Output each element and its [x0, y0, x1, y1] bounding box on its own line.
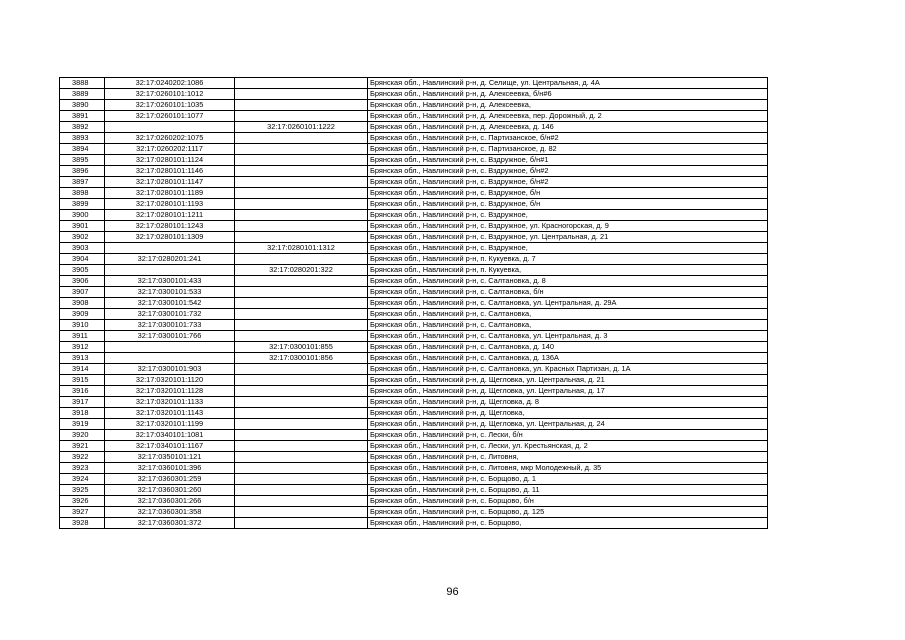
- table-row: [60, 463, 768, 474]
- row-number-cell: 3893: [60, 133, 105, 144]
- cadastral-number-cell: 32:17:0340101:1167: [105, 441, 235, 452]
- table-row: [60, 276, 768, 287]
- cadastral-number-cell: 32:17:0360301:358: [105, 507, 235, 518]
- address-cell: Брянская обл., Навлинский р-н, д. Щегловка, ул. Центральная, д. 17: [368, 386, 768, 397]
- table-row: [60, 254, 768, 265]
- row-number-cell: 3922: [60, 452, 105, 463]
- row-number-cell: 3926: [60, 496, 105, 507]
- row-number-cell: 3918: [60, 408, 105, 419]
- table-row: [60, 430, 768, 441]
- cadastral-number-alt-cell: [235, 518, 368, 529]
- cadastral-number-cell: 32:17:0320101:1199: [105, 419, 235, 430]
- address-cell: Брянская обл., Навлинский р-н, с. Вздружное, б/н#1: [368, 155, 768, 166]
- table-row: [60, 386, 768, 397]
- cadastral-number-alt-cell: [235, 144, 368, 155]
- cadastral-number-cell: 32:17:0300101:433: [105, 276, 235, 287]
- address-cell: Брянская обл., Навлинский р-н, с. Борщово, д. 125: [368, 507, 768, 518]
- cadastral-number-alt-cell: [235, 254, 368, 265]
- cadastral-number-cell: 32:17:0360101:396: [105, 463, 235, 474]
- table-row: [60, 309, 768, 320]
- row-number-cell: 3900: [60, 210, 105, 221]
- cadastral-number-cell: [105, 122, 235, 133]
- address-cell: Брянская обл., Навлинский р-н, с. Партизанское, б/н#2: [368, 133, 768, 144]
- table-row: [60, 298, 768, 309]
- cadastral-number-cell: 32:17:0280101:1189: [105, 188, 235, 199]
- cadastral-number-alt-cell: [235, 375, 368, 386]
- row-number-cell: 3902: [60, 232, 105, 243]
- row-number-cell: 3891: [60, 111, 105, 122]
- row-number-cell: 3916: [60, 386, 105, 397]
- table-row: [60, 265, 768, 276]
- address-cell: Брянская обл., Навлинский р-н, с. Вздружное, б/н: [368, 199, 768, 210]
- cadastral-number-cell: 32:17:0280201:241: [105, 254, 235, 265]
- cadastral-number-cell: 32:17:0260101:1035: [105, 100, 235, 111]
- cadastral-number-cell: [105, 243, 235, 254]
- cadastral-number-alt-cell: [235, 386, 368, 397]
- cadastral-number-cell: 32:17:0260101:1077: [105, 111, 235, 122]
- table-row: [60, 144, 768, 155]
- row-number-cell: 3901: [60, 221, 105, 232]
- cadastral-number-alt-cell: 32:17:0300101:856: [235, 353, 368, 364]
- cadastral-number-cell: 32:17:0280101:1193: [105, 199, 235, 210]
- row-number-cell: 3914: [60, 364, 105, 375]
- table-row: [60, 507, 768, 518]
- cadastral-number-alt-cell: [235, 507, 368, 518]
- address-cell: Брянская обл., Навлинский р-н, с. Салтановка, б/н: [368, 287, 768, 298]
- cadastral-number-alt-cell: [235, 210, 368, 221]
- row-number-cell: 3908: [60, 298, 105, 309]
- row-number-cell: 3927: [60, 507, 105, 518]
- address-cell: Брянская обл., Навлинский р-н, д. Алексеевка, пер. Дорожный, д. 2: [368, 111, 768, 122]
- row-number-cell: 3903: [60, 243, 105, 254]
- cadastral-number-alt-cell: [235, 166, 368, 177]
- cadastral-number-cell: 32:17:0300101:533: [105, 287, 235, 298]
- cadastral-number-alt-cell: [235, 221, 368, 232]
- address-cell: Брянская обл., Навлинский р-н, с. Борщово, д. 1: [368, 474, 768, 485]
- row-number-cell: 3917: [60, 397, 105, 408]
- address-cell: Брянская обл., Навлинский р-н, д. Щегловка,: [368, 408, 768, 419]
- table-row: [60, 133, 768, 144]
- table-row: [60, 199, 768, 210]
- address-cell: Брянская обл., Навлинский р-н, д. Щегловка, ул. Центральная, д. 21: [368, 375, 768, 386]
- row-number-cell: 3915: [60, 375, 105, 386]
- table-row: [60, 419, 768, 430]
- address-cell: Брянская обл., Навлинский р-н, с. Вздружное, ул. Центральная, д. 21: [368, 232, 768, 243]
- row-number-cell: 3907: [60, 287, 105, 298]
- table-row: [60, 89, 768, 100]
- row-number-cell: 3906: [60, 276, 105, 287]
- cadastral-number-alt-cell: 32:17:0280101:1312: [235, 243, 368, 254]
- cadastral-number-cell: 32:17:0320101:1128: [105, 386, 235, 397]
- address-cell: Брянская обл., Навлинский р-н, с. Салтановка,: [368, 320, 768, 331]
- row-number-cell: 3892: [60, 122, 105, 133]
- row-number-cell: 3910: [60, 320, 105, 331]
- address-cell: Брянская обл., Навлинский р-н, с. Литовня,: [368, 452, 768, 463]
- table-row: [60, 452, 768, 463]
- address-cell: Брянская обл., Навлинский р-н, д. Селище, ул. Центральная, д. 4А: [368, 78, 768, 89]
- cadastral-number-cell: 32:17:0260202:1117: [105, 144, 235, 155]
- address-cell: Брянская обл., Навлинский р-н, с. Лески, ул. Крестьянская, д. 2: [368, 441, 768, 452]
- cadastral-number-cell: 32:17:0280101:1147: [105, 177, 235, 188]
- cadastral-number-alt-cell: [235, 463, 368, 474]
- address-cell: Брянская обл., Навлинский р-н, с. Вздружное, б/н: [368, 188, 768, 199]
- table-row: [60, 243, 768, 254]
- cadastral-number-alt-cell: [235, 452, 368, 463]
- table-row: [60, 397, 768, 408]
- cadastral-number-alt-cell: [235, 78, 368, 89]
- table-row: [60, 177, 768, 188]
- cadastral-number-alt-cell: [235, 408, 368, 419]
- row-number-cell: 3921: [60, 441, 105, 452]
- cadastral-number-alt-cell: [235, 441, 368, 452]
- cadastral-number-alt-cell: [235, 364, 368, 375]
- cadastral-number-cell: 32:17:0280101:1309: [105, 232, 235, 243]
- row-number-cell: 3912: [60, 342, 105, 353]
- table-row: [60, 155, 768, 166]
- cadastral-number-cell: 32:17:0280101:1146: [105, 166, 235, 177]
- cadastral-number-alt-cell: 32:17:0260101:1222: [235, 122, 368, 133]
- property-table: [59, 77, 768, 529]
- address-cell: Брянская обл., Навлинский р-н, с. Борщово, д. 11: [368, 485, 768, 496]
- table-row: [60, 474, 768, 485]
- table-row: [60, 232, 768, 243]
- address-cell: Брянская обл., Навлинский р-н, с. Салтановка, ул. Центральная, д. 29А: [368, 298, 768, 309]
- cadastral-number-alt-cell: [235, 430, 368, 441]
- cadastral-number-alt-cell: [235, 276, 368, 287]
- cadastral-number-alt-cell: 32:17:0300101:855: [235, 342, 368, 353]
- cadastral-number-cell: 32:17:0240202:1086: [105, 78, 235, 89]
- row-number-cell: 3897: [60, 177, 105, 188]
- table-row: [60, 342, 768, 353]
- cadastral-number-cell: 32:17:0300101:732: [105, 309, 235, 320]
- row-number-cell: 3924: [60, 474, 105, 485]
- cadastral-number-alt-cell: [235, 111, 368, 122]
- cadastral-number-alt-cell: [235, 155, 368, 166]
- cadastral-number-cell: 32:17:0300101:733: [105, 320, 235, 331]
- address-cell: Брянская обл., Навлинский р-н, с. Салтановка,: [368, 309, 768, 320]
- cadastral-number-cell: 32:17:0320101:1143: [105, 408, 235, 419]
- cadastral-number-cell: 32:17:0360301:266: [105, 496, 235, 507]
- row-number-cell: 3925: [60, 485, 105, 496]
- table-row: [60, 287, 768, 298]
- row-number-cell: 3923: [60, 463, 105, 474]
- row-number-cell: 3928: [60, 518, 105, 529]
- table-row: [60, 408, 768, 419]
- table-row: [60, 188, 768, 199]
- row-number-cell: 3904: [60, 254, 105, 265]
- row-number-cell: 3888: [60, 78, 105, 89]
- address-cell: Брянская обл., Навлинский р-н, с. Вздружное, б/н#2: [368, 177, 768, 188]
- cadastral-number-alt-cell: [235, 397, 368, 408]
- row-number-cell: 3911: [60, 331, 105, 342]
- table-row: [60, 100, 768, 111]
- table-row: [60, 485, 768, 496]
- cadastral-number-cell: 32:17:0320101:1120: [105, 375, 235, 386]
- table-row: [60, 496, 768, 507]
- table-row: [60, 78, 768, 89]
- cadastral-number-alt-cell: [235, 320, 368, 331]
- table-row: [60, 518, 768, 529]
- page-number: 96: [446, 586, 459, 598]
- address-cell: Брянская обл., Навлинский р-н, с. Вздружное, ул. Красногорская, д. 9: [368, 221, 768, 232]
- table-row: [60, 364, 768, 375]
- cadastral-number-cell: 32:17:0300101:542: [105, 298, 235, 309]
- cadastral-number-alt-cell: [235, 496, 368, 507]
- row-number-cell: 3889: [60, 89, 105, 100]
- cadastral-number-alt-cell: [235, 485, 368, 496]
- row-number-cell: 3898: [60, 188, 105, 199]
- row-number-cell: 3905: [60, 265, 105, 276]
- table-row: [60, 111, 768, 122]
- address-cell: Брянская обл., Навлинский р-н, с. Борщово,: [368, 518, 768, 529]
- table-row: [60, 331, 768, 342]
- cadastral-number-alt-cell: [235, 89, 368, 100]
- cadastral-number-cell: 32:17:0260101:1012: [105, 89, 235, 100]
- address-cell: Брянская обл., Навлинский р-н, д. Алексеевка,: [368, 100, 768, 111]
- cadastral-number-cell: [105, 342, 235, 353]
- cadastral-number-cell: 32:17:0360301:260: [105, 485, 235, 496]
- table-row: [60, 441, 768, 452]
- address-cell: Брянская обл., Навлинский р-н, с. Салтановка, ул. Центральная, д. 3: [368, 331, 768, 342]
- cadastral-number-alt-cell: [235, 188, 368, 199]
- cadastral-number-cell: 32:17:0260202:1075: [105, 133, 235, 144]
- table-row: [60, 166, 768, 177]
- cadastral-number-cell: 32:17:0320101:1133: [105, 397, 235, 408]
- address-cell: Брянская обл., Навлинский р-н, с. Борщово, б/н: [368, 496, 768, 507]
- table-row: [60, 320, 768, 331]
- address-cell: Брянская обл., Навлинский р-н, с. Вздружное,: [368, 243, 768, 254]
- cadastral-number-cell: 32:17:0360301:259: [105, 474, 235, 485]
- address-cell: Брянская обл., Навлинский р-н, с. Салтановка, ул. Красных Партизан, д. 1А: [368, 364, 768, 375]
- row-number-cell: 3920: [60, 430, 105, 441]
- address-cell: Брянская обл., Навлинский р-н, п. Кукуевка,: [368, 265, 768, 276]
- table-row: [60, 221, 768, 232]
- address-cell: Брянская обл., Навлинский р-н, с. Лески, б/н: [368, 430, 768, 441]
- address-cell: Брянская обл., Навлинский р-н, с. Вздружное, б/н#2: [368, 166, 768, 177]
- address-cell: Брянская обл., Навлинский р-н, п. Кукуевка, д. 7: [368, 254, 768, 265]
- cadastral-number-alt-cell: [235, 298, 368, 309]
- cadastral-number-alt-cell: [235, 133, 368, 144]
- address-cell: Брянская обл., Навлинский р-н, д. Алексеевка, д. 146: [368, 122, 768, 133]
- cadastral-number-cell: 32:17:0280101:1243: [105, 221, 235, 232]
- address-cell: Брянская обл., Навлинский р-н, с. Салтановка, д. 8: [368, 276, 768, 287]
- address-cell: Брянская обл., Навлинский р-н, с. Салтановка, д. 136А: [368, 353, 768, 364]
- cadastral-number-cell: 32:17:0340101:1081: [105, 430, 235, 441]
- table-row: [60, 210, 768, 221]
- cadastral-number-cell: 32:17:0360301:372: [105, 518, 235, 529]
- cadastral-number-cell: [105, 265, 235, 276]
- cadastral-number-alt-cell: [235, 100, 368, 111]
- property-table-body: [60, 78, 768, 529]
- address-cell: Брянская обл., Навлинский р-н, с. Вздружное,: [368, 210, 768, 221]
- cadastral-number-alt-cell: [235, 309, 368, 320]
- cadastral-number-cell: 32:17:0350101:121: [105, 452, 235, 463]
- address-cell: Брянская обл., Навлинский р-н, д. Алексеевка, б/н#6: [368, 89, 768, 100]
- cadastral-number-cell: 32:17:0280101:1124: [105, 155, 235, 166]
- row-number-cell: 3899: [60, 199, 105, 210]
- cadastral-number-cell: 32:17:0280101:1211: [105, 210, 235, 221]
- cadastral-number-cell: 32:17:0300101:766: [105, 331, 235, 342]
- row-number-cell: 3913: [60, 353, 105, 364]
- cadastral-number-alt-cell: [235, 474, 368, 485]
- cadastral-number-alt-cell: [235, 232, 368, 243]
- address-cell: Брянская обл., Навлинский р-н, с. Партизанское, д. 82: [368, 144, 768, 155]
- cadastral-number-alt-cell: [235, 287, 368, 298]
- row-number-cell: 3890: [60, 100, 105, 111]
- address-cell: Брянская обл., Навлинский р-н, д. Щегловка, д. 8: [368, 397, 768, 408]
- address-cell: Брянская обл., Навлинский р-н, д. Щегловка, ул. Центральная, д. 24: [368, 419, 768, 430]
- cadastral-number-alt-cell: [235, 419, 368, 430]
- cadastral-number-cell: 32:17:0300101:903: [105, 364, 235, 375]
- row-number-cell: 3909: [60, 309, 105, 320]
- row-number-cell: 3894: [60, 144, 105, 155]
- row-number-cell: 3896: [60, 166, 105, 177]
- table-row: [60, 353, 768, 364]
- address-cell: Брянская обл., Навлинский р-н, с. Салтановка, д. 140: [368, 342, 768, 353]
- table-row: [60, 375, 768, 386]
- row-number-cell: 3895: [60, 155, 105, 166]
- row-number-cell: 3919: [60, 419, 105, 430]
- cadastral-number-cell: [105, 353, 235, 364]
- address-cell: Брянская обл., Навлинский р-н, с. Литовня, мкр Молодежный, д. 35: [368, 463, 768, 474]
- cadastral-number-alt-cell: 32:17:0280201:322: [235, 265, 368, 276]
- cadastral-number-alt-cell: [235, 177, 368, 188]
- cadastral-number-alt-cell: [235, 331, 368, 342]
- cadastral-number-alt-cell: [235, 199, 368, 210]
- table-row: [60, 122, 768, 133]
